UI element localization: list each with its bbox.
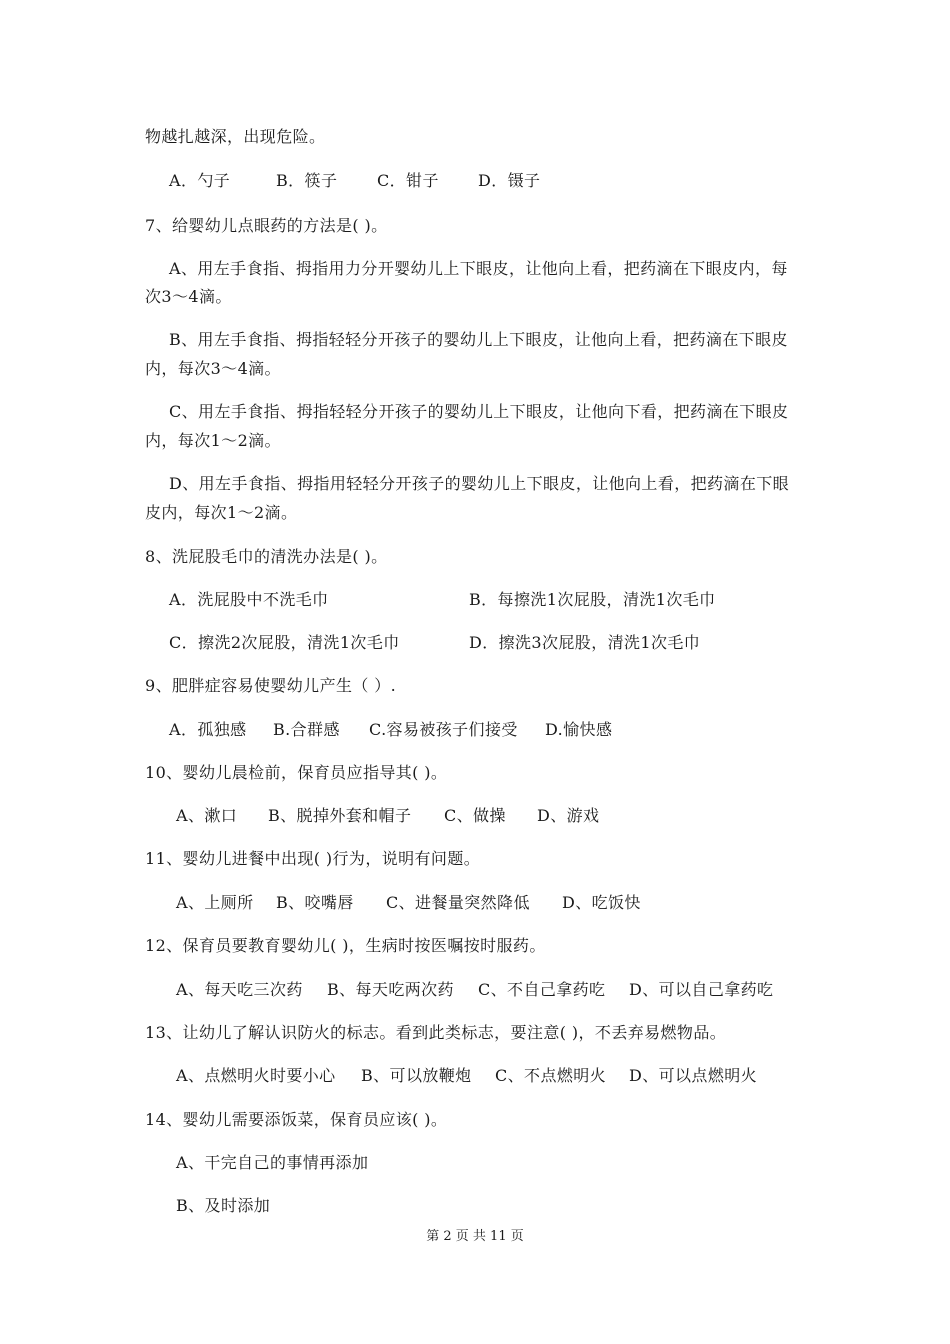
q9-option-b: B.合群感 bbox=[273, 720, 340, 739]
q6-option-d: D．镊子 bbox=[478, 171, 541, 190]
q10-option-c: C、做操 bbox=[444, 806, 506, 825]
q11-option-a: A、上厕所 bbox=[176, 893, 254, 912]
q9-stem: 9、肥胖症容易使婴幼儿产生（ ）. bbox=[145, 676, 397, 695]
q7-option-a-line1: A、用左手食指、拇指用力分开婴幼儿上下眼皮，让他向上看，把药滴在下眼皮内，每 bbox=[169, 259, 788, 278]
q7-option-b-line1: B、用左手食指、拇指轻轻分开孩子的婴幼儿上下眼皮，让他向上看，把药滴在下眼皮 bbox=[169, 330, 788, 349]
q14-option-b: B、及时添加 bbox=[176, 1196, 271, 1215]
q7-stem: 7、给婴幼儿点眼药的方法是( )。 bbox=[145, 216, 388, 235]
q7-option-d-line1: D、用左手食指、拇指用轻轻分开孩子的婴幼儿上下眼皮，让他向上看，把药滴在下眼 bbox=[169, 474, 790, 493]
q9-option-c: C.容易被孩子们接受 bbox=[369, 720, 518, 739]
q13-option-c: C、不点燃明火 bbox=[495, 1066, 607, 1085]
q6-option-c: C．钳子 bbox=[377, 171, 439, 190]
q8-stem: 8、洗屁股毛巾的清洗办法是( )。 bbox=[145, 547, 388, 566]
q10-stem: 10、婴幼儿晨检前，保育员应指导其( )。 bbox=[145, 763, 448, 782]
q6-option-a: A．勺子 bbox=[169, 171, 231, 190]
q8-option-a: A．洗屁股中不洗毛巾 bbox=[169, 590, 329, 609]
q10-option-a: A、漱口 bbox=[176, 806, 238, 825]
q7-option-c-line1: C、用左手食指、拇指轻轻分开孩子的婴幼儿上下眼皮，让他向下看，把药滴在下眼皮 bbox=[169, 402, 789, 421]
q8-option-c: C．擦洗2次屁股，清洗1次毛巾 bbox=[169, 633, 400, 652]
q11-option-b: B、咬嘴唇 bbox=[276, 893, 354, 912]
q8-option-b: B．每擦洗1次屁股，清洗1次毛巾 bbox=[469, 590, 716, 609]
q7-option-b-line2: 内，每次3～4滴。 bbox=[145, 359, 281, 378]
q7-option-a-line2: 次3～4滴。 bbox=[145, 287, 232, 306]
q6-option-b: B．筷子 bbox=[276, 171, 338, 190]
q10-option-d: D、游戏 bbox=[537, 806, 600, 825]
q12-stem: 12、保育员要教育婴幼儿( )，生病时按医嘱按时服药。 bbox=[145, 936, 546, 955]
q11-stem: 11、婴幼儿进餐中出现( )行为，说明有问题。 bbox=[145, 849, 481, 868]
continued-text: 物越扎越深，出现危险。 bbox=[145, 127, 326, 146]
q14-option-a: A、干完自己的事情再添加 bbox=[176, 1153, 369, 1172]
q13-option-d: D、可以点燃明火 bbox=[629, 1066, 758, 1085]
q11-option-d: D、吃饭快 bbox=[562, 893, 641, 912]
q7-option-d-line2: 皮内，每次1～2滴。 bbox=[145, 503, 298, 522]
page-number-footer: 第 2 页 共 11 页 bbox=[426, 1229, 524, 1244]
q12-option-a: A、每天吃三次药 bbox=[176, 980, 303, 999]
q11-option-c: C、进餐量突然降低 bbox=[386, 893, 530, 912]
q10-option-b: B、脱掉外套和帽子 bbox=[268, 806, 412, 825]
q13-option-b: B、可以放鞭炮 bbox=[361, 1066, 472, 1085]
q9-option-a: A．孤独感 bbox=[169, 720, 247, 739]
q12-option-b: B、每天吃两次药 bbox=[327, 980, 454, 999]
q7-option-c-line2: 内，每次1～2滴。 bbox=[145, 431, 281, 450]
q12-option-c: C、不自己拿药吃 bbox=[478, 980, 606, 999]
q9-option-d: D.愉快感 bbox=[545, 720, 613, 739]
q8-option-d: D．擦洗3次屁股，清洗1次毛巾 bbox=[469, 633, 701, 652]
q13-option-a: A、点燃明火时要小心 bbox=[176, 1066, 336, 1085]
q14-stem: 14、婴幼儿需要添饭菜，保育员应该( )。 bbox=[145, 1110, 448, 1129]
q12-option-d: D、可以自己拿药吃 bbox=[629, 980, 774, 999]
q13-stem: 13、让幼儿了解认识防火的标志。看到此类标志，要注意( )，不丢弃易燃物品。 bbox=[145, 1023, 727, 1042]
